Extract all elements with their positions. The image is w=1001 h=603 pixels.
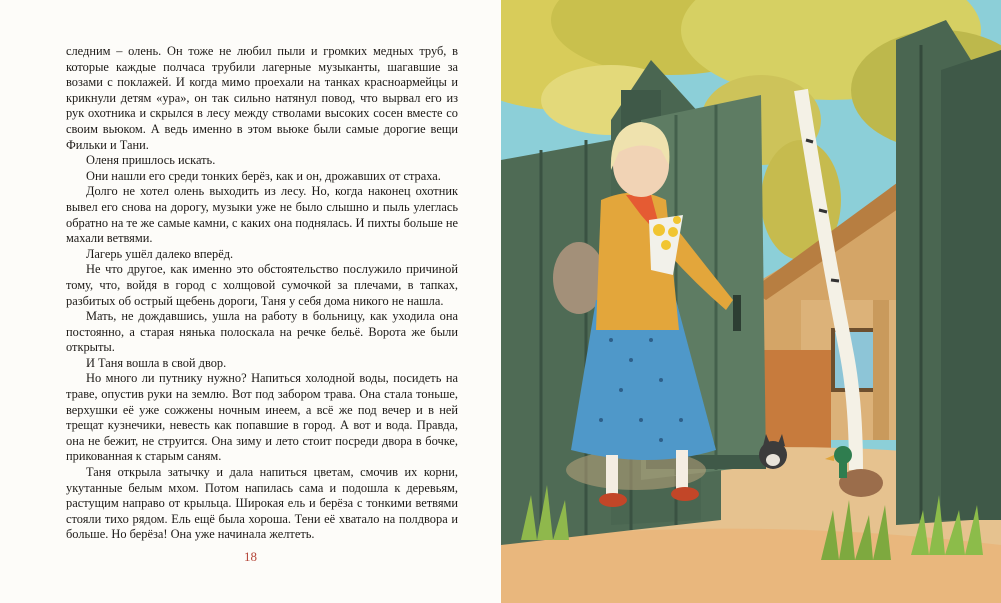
paragraph: Не что другое, как именно это обстоятельство послужило причиной тому, что, войдя в город с холщовой сумочкой за плечами, в тапках, разбитых об острый щебень дороги, Таня у себя дома никого не нашла. xyxy=(66,262,458,308)
paragraph: Но много ли путнику нужно? Напиться холодной воды, посидеть на траве, опустив руки на землю. Вот под забором трава. Она стала тоньше, верхушки её уже сожжены ночным инеем, а всё же под вечер и в ней трещат кузнечики, невесть как попавшие в город. А вот и вода. Правда, она не бежит, не струится. Она зиму и лето стоит посреди двора в бочке, прикованная к старым саням. xyxy=(66,371,458,464)
paragraph: Таня открыла затычку и дала напиться цветам, смочив их корни, укутанные белым мхом. Потом напилась сама и подошла к деревьям, растущим направо от крыльца. Широкая ель и берёза с тонкими ветвями стояли тихо рядом. Ель ещё была хороша. Тени её хватало на полдвора и больше. Но берёза! Она уже начинала желтеть. xyxy=(66,465,458,542)
text-column xyxy=(66,44,458,543)
paragraph: Лагерь ушёл далеко вперёд. xyxy=(86,246,234,261)
paragraph: следним – олень. Он тоже не любил пыли и громких медных труб, в которые каждые полчаса трубили лагерные музыканты, шагавшие за возами с поклажей. И когда мимо проехали на танках красноармейцы и крикнули детям «ура», он так сильно натянул повод, что вырвал его из рук охотника и скрылся в лесу между стволами высоких сосен вместе со своим вьюком. А ведь именно в этом вьюке были самые дорогие вещи Фильки и Тани. xyxy=(66,44,458,152)
paragraph: И Таня вошла в свой двор. xyxy=(86,355,227,370)
right-gate-post xyxy=(896,20,1001,525)
illustration-page xyxy=(501,0,1001,603)
page-number: 18 xyxy=(244,549,257,564)
paragraph: Оленя пришлось искать. xyxy=(86,153,216,168)
illustration xyxy=(501,0,1001,603)
paragraph: Мать, не дождавшись, ушла на работу в больницу, как уходила она постоянно, а старая нянька полоскала на речке бельё. Ворота же были открыты. xyxy=(66,309,458,355)
paragraph: Они нашли его среди тонких берёз, как и он, дрожавших от страха. xyxy=(86,168,441,183)
paragraph: Долго не хотел олень выходить из лесу. Но, когда наконец охотник вывел его снова на дорогу, музыки уже не было слышно и пыль улеглась обратно на те же самые камни, с каких она поднялась. И пихты больше не махали ветвями. xyxy=(66,184,458,246)
